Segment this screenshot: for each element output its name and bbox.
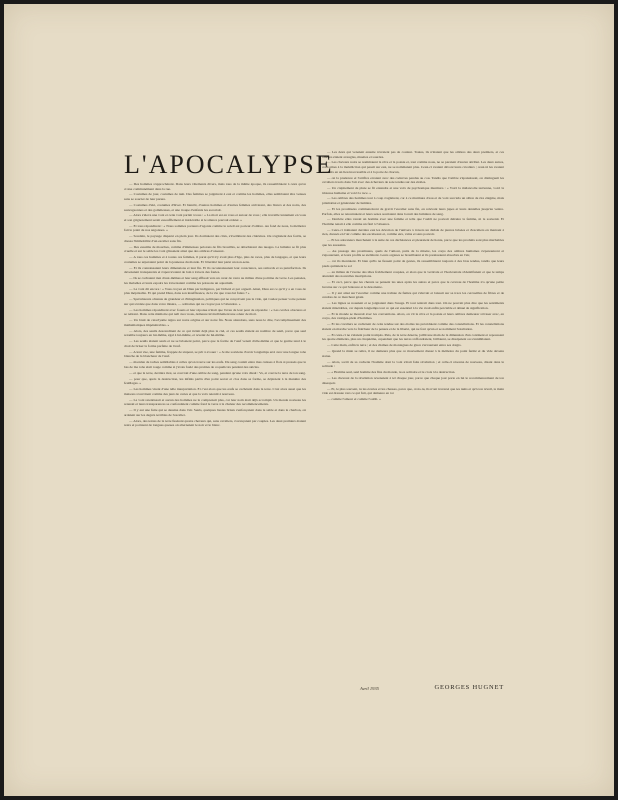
paragraph: — Soudain, le paysage disparut en plein jour. Ils dormaient des cités, s'éveillèrent des clairières. Ou s'agitaient des forêts, se dressa l'immobilité d'un escalier sans fin. xyxy=(124,234,306,243)
paragraph: — « Homme seul, seul homme des fins du monde, tu es solitaire et tu crois à la destruction. xyxy=(327,370,456,375)
paragraph: — Spéculateurs obtenus de grandeur et d'imagination, politiques qui ne conçoivent pas le vide, qui voulez penser votre pensée sur qui s'existe que dans votre misère, — solitaires qui ne croyez pas à l'abandon. » xyxy=(124,297,306,306)
paragraph: — Les chevaux noirs se nommaient la rêve et la poésie et, tout comme nous, ne se paraient d'aucun attribut. Les deux autres, conformes à la malédiction qui pesait sur eux, ne se nommaient plus. Ceux-ci avaient dévoré leurs cavaliers ; ceux-là les avaient conduits en un lieu inaccessible et à la porte de chacun, xyxy=(322,160,504,174)
paragraph: — Et ceci, parce que les chœurs se pensent les unes après les autres et parce que le cerveau de l'homme n'a qu'une petite lucarne sur ce qui l'entoure et le désoriente. xyxy=(322,280,504,289)
paragraph: — Les cheveux de la révélation revenaient à tel chaque jour, parce que chaque jour porte en lui le recommencement de ton désespoir. xyxy=(322,376,504,385)
paragraph: — A leur vue, une femme, frappée de stupeur, se prit à avouer : « Je me souviens d'avoir longtemps erré avec une longue robe blanche de la blancheur de l'œuf. xyxy=(124,349,306,359)
paragraph: — Et le monde se mourait avec les conventions. Alors, on vit le rêve et la poésie et leurs ombres demeurer s'évaser avec, en corps, des vestiges-plein d'hommes. xyxy=(322,311,504,321)
paragraph: — Quand la main se retira, il ne demeura plus que ce mouvement dressé à la mémoire du point fermé et du vide devenu statue. xyxy=(322,349,504,358)
article-title: L'APOCALYPSE xyxy=(124,150,334,179)
paragraph: — Costumes d'été, costumes d'hiver. Et bientôt, d'autres hommes et d'autres femmes arrivèrent, des blancs et des noirs, des sauvageonnes et des gommeuses, et une troupe d'enfants les escortait. xyxy=(124,202,306,212)
paragraph: — Ceux-ci traînaient derrière eux les dévotion de l'univers à travers un dédale de pierres brisées et d'escaliers en marnant à rien, dressés en l'air comme des escabeaux et, comme eux, vains et sans pouvoir. xyxy=(322,227,504,237)
paragraph: — Cette main, enfin la terre ; et des chaînes de montagnes de glace s'écrasèrent entre ses doigts. xyxy=(327,343,462,348)
paragraph: — Et les adorateurs marchaient à la suite de ces déchéances et pleuraient de honte, parce que les produits sont plus méchables que les assassins. xyxy=(322,238,504,247)
paragraph: — Derrière elles venait un homme avec une femme et telle que l'oubli ne pouvait détruire la femme, ni le souvenir. Et l'homme tenait à elle comme un fiœl à l'absence. xyxy=(322,217,504,226)
paragraph: — Au passage des prostituées, quels de l'amour, puits de la misère, les corps des ombres humaines s'épanouirent et s'épousèrent, et leurs profils se stellèrent. Leurs organes se brouillaient et ils paraissaient absorbés en l'air, xyxy=(322,248,504,258)
paragraph: — Alors s'éleva une voix et cette voix parlait à tous : « La mort est en vous et autour de vous ; elle travaille lentement en vous et son grignotement serait essoufflement et intolérable si le silence pouvait exister. » xyxy=(124,213,306,222)
paragraph: — au milieu de l'averse des têtes fraîchement coupées, et alors que la verticale et l'horizontale s'identifiaient et que le temps attendait des nouvelles inscriptions. xyxy=(322,269,504,279)
paragraph: — Un bruit de cataclysme régna sur notre origine et sur notre fin. Nous attendons, sans nous le dire, l'accomplissement des mathématiques impénétrables. » xyxy=(124,318,306,327)
paragraph: — Alors, des textes de la terre fusèrent quatre cheveux qui, sans cavaliers, s'avançaient par couples. Les deux premiers étaient noirs et portaient de longues queues où alternaient le noir et le blanc. xyxy=(124,418,306,428)
paragraph: — Les hommes virent d'une telle interprétation. Et c'est alors que les œufs se cachèrent dans la terre. C'est alors aussi que les maisons s'ouvrirent comme des jeux de cartes et que la voix retentit à nouveau. xyxy=(124,387,306,396)
paragraph: — Et tous répondirent : « Nous sommes porteurs d'agonie comme le soleil est porteur d'ombre. Au fond de nous, la mémoire fait le point de nos angoisses. » xyxy=(124,223,306,233)
paragraph: — Les hommes répondirent avec fouets et leur réponse n'était que l'aveu de leur peur de répondre : « Les cercles obscures et se retirent. Dans cette mémoire qui naît avec nous, demeure invinciblement une odeur de mort. xyxy=(124,307,306,317)
paragraph: — A tous ces hommes et à toutes ces femmes, il parut qu'il n'y avait plus d'âge, plus de races, plus de langages, et que leurs costumes se séparaient point de la jeunesse du monde. Et l'éternité leur parut un non-sens. xyxy=(124,255,306,264)
paragraph: — Il y eut ainsi sur l'escalier comme une traînée de fumée qui s'élevait et laissait sur sa trace les cercueilles de fibres et de cendres de ce marcheur géant. xyxy=(322,290,504,300)
paragraph: — Alors, des seuils descendirent de ce qui n'était déjà plus le ciel, et ces seuils étaient en nombre de seuil, parce que seul retombe toujours en lui-même, égal à lui-même, et revenir de lui-même. xyxy=(124,328,306,338)
right-column xyxy=(322,150,504,403)
paragraph: — maculée de taches semblables à celles qu'on trouve sur les œufs. Du sang coulait entre mes cuisses à flots si pressés que le bas de ma robe était rouge comme si j'avais foulé des prairies de coquelicots pendant des siècles. xyxy=(124,360,306,369)
paragraph: — La voix dit encore : « Vous croyez en Dieu par indigence, par lâcheté et par orgueil. Ainsi, Dieu est ce qu'il y a en vous de plus méprisable. Et qui prend Dieu, dans son insuffisance, de la vie que vous lui faites ? » xyxy=(124,286,306,296)
paragraph: — où la prudence et l'artifice erraient avec des cadavres pendus au cou. Tandis que l'ombre s'épaississait, on distinguait les cavaliers tracés dans l'air avec des échevaux de soie tendus sur des étoiles. xyxy=(322,175,504,185)
paragraph: — Et les cavaliers se cachèrent de cette tendue sur des étoiles les précédaient comme des constellations. Et les constellations étaient en marche vers la fraîcheur de la pensée et de la liberté, qui ne font qu'un et se nomment l'exaltation. xyxy=(322,322,504,331)
paragraph: — Et, le plus souvent, tu les écartes et les chasses, parce que, crois-tu, ils n'ont traversé que tes nuits et qu'à ton réveil, ta main vide est dressée vers ce qui fuit, qui demeure en toi xyxy=(322,386,504,396)
paragraph: — pour que, après la destruction, les infinis partis d'un point secret et clos dans sa forme, se déploient à la manière des feuillages. » xyxy=(124,376,306,386)
author-signature: GEORGES HUGNET xyxy=(434,684,504,691)
paragraph: — Les deux qui venaient ensuite n'avaient pas de couleur. Toutes, ils n'étaient que les ombres des deux premiers, et ces ombres étaient aveugles, muettes et sourdes. xyxy=(322,150,504,159)
paragraph: — Un crépitement de pluie se fit entendre et une voix de psychonique murmura : « Voici la mélancolie terrienne, voici la tristesse humaine et voici la race. » xyxy=(322,186,504,195)
date: Avril 1935 xyxy=(360,686,379,691)
left-column xyxy=(124,182,306,429)
paragraph: — Les ombres des hommes tout à coup s'agitèrent, car à ce murmure d'eau et de voix succéda un sillon de rire énigme, mais prismatisé et générateur de lumière. xyxy=(322,196,504,206)
paragraph: — car ils montaient. Et bien qu'ils ne fussent point de gestes, ils ressemblaient toujours à des bras tendus, tandis que leurs pieds quittaient le sol xyxy=(322,259,504,268)
paragraph: — Les seuils étaient seuls et ne se brisaient point, parce que la forme de l'œuf venait d'elle-même et que le germe tend à le droit de briser la forme parfaite de l'œuf. xyxy=(124,339,306,348)
paragraph: — Il y eut une fuite qui se dessina dans l'air. Seuls, quelques bustes brisés s'enfonçaient dans le sable et dans le charbon, où ardaient sur les degrés terribles de l'escalier. xyxy=(124,408,306,417)
page xyxy=(4,4,614,796)
paragraph: — Des hommes s'approchèrent. Dans leurs vêtements divers, mais tous de la même époque, ils ressemblaient à ceux qu'on croise communément dans la rue. xyxy=(124,182,306,191)
paragraph: — comme l'amour et comme l'oubli. » xyxy=(327,397,381,402)
paragraph: — Les lignes se nouaient et se joignaient dans l'usage. Et tout rentrait dans tout. On ne pouvait plus dire que les sentiments étaient misérables, car depuis longtemps tout ce qui est essentiel à la vie avait enfin perciable et dénué de signification. xyxy=(322,301,504,310)
paragraph: — Costumes de jour, costumes de nuit. Des femmes se joignirent à eux et comme les hommes, elles semblaient être venues sans se soucier de leur parure. xyxy=(124,192,306,202)
paragraph: — Et les prostituées commencèrent de gravir l'escalier sans fin, en relevant leurs jupes et leurs dentelles jusqu'au ventre. Parfois, elles se retournaient et leurs sexes souriaient dans la nuit des lumières de sang. xyxy=(322,206,504,216)
paragraph: — Ils se cachaient rien d'eux-mêmes et leur sang affluait vers un cœur de verre au milieu d'une poitrine de verre. Les pensées, les maladies et leurs espoirs les traversaient comme les poissons un aquarium. xyxy=(124,276,306,285)
paragraph: — La voix retentissait et aucun des hommes ne la comprenait plus, car leur nom était déjà accompli. Un monde nouveau les retenait et leurs transparences se confondaient comme fond le verre à la chaleur des recommencements. xyxy=(124,397,306,407)
footer xyxy=(322,684,504,694)
paragraph: — Et ceux-ci ne s'étaient point trompés. Puis, de la terre déserte, jaillit une main de la dimension d'un continent et repoussant les quatre éléments, plus un cinquième, cependant que les terres s'effondraient, brillaient, se dissipaient ou s'annihilaient. xyxy=(322,332,504,342)
paragraph: — Alors, sortit de sa cachette l'homme dont la voix s'était faite révélation ; et celle-ci résonna de nouveau, disant dans le solitude : xyxy=(322,359,504,369)
paragraph: — et que la terre, derrière moi, se couvrait d'une ombre de sang, pendant qu'une voix disait : Va, et couvre la terre de ton sang. xyxy=(129,370,306,375)
paragraph: — Et ils connaissaient leurs dimensions et leur fin. Et ils reconnaissaient leur conscience, ses remords et sa putréfaction. Ils devenaient transparents et s'apercevaient de loin à travers des foules. xyxy=(124,265,306,275)
paragraph: — Des essaims de mouches, comme d'immenses pelotons de fils brouillés, se détachèrent des nuages. La lumière se fit plus cruelle et sur le sable les voix glissaient ainsi que des ombres d'oiseaux. xyxy=(124,244,306,254)
